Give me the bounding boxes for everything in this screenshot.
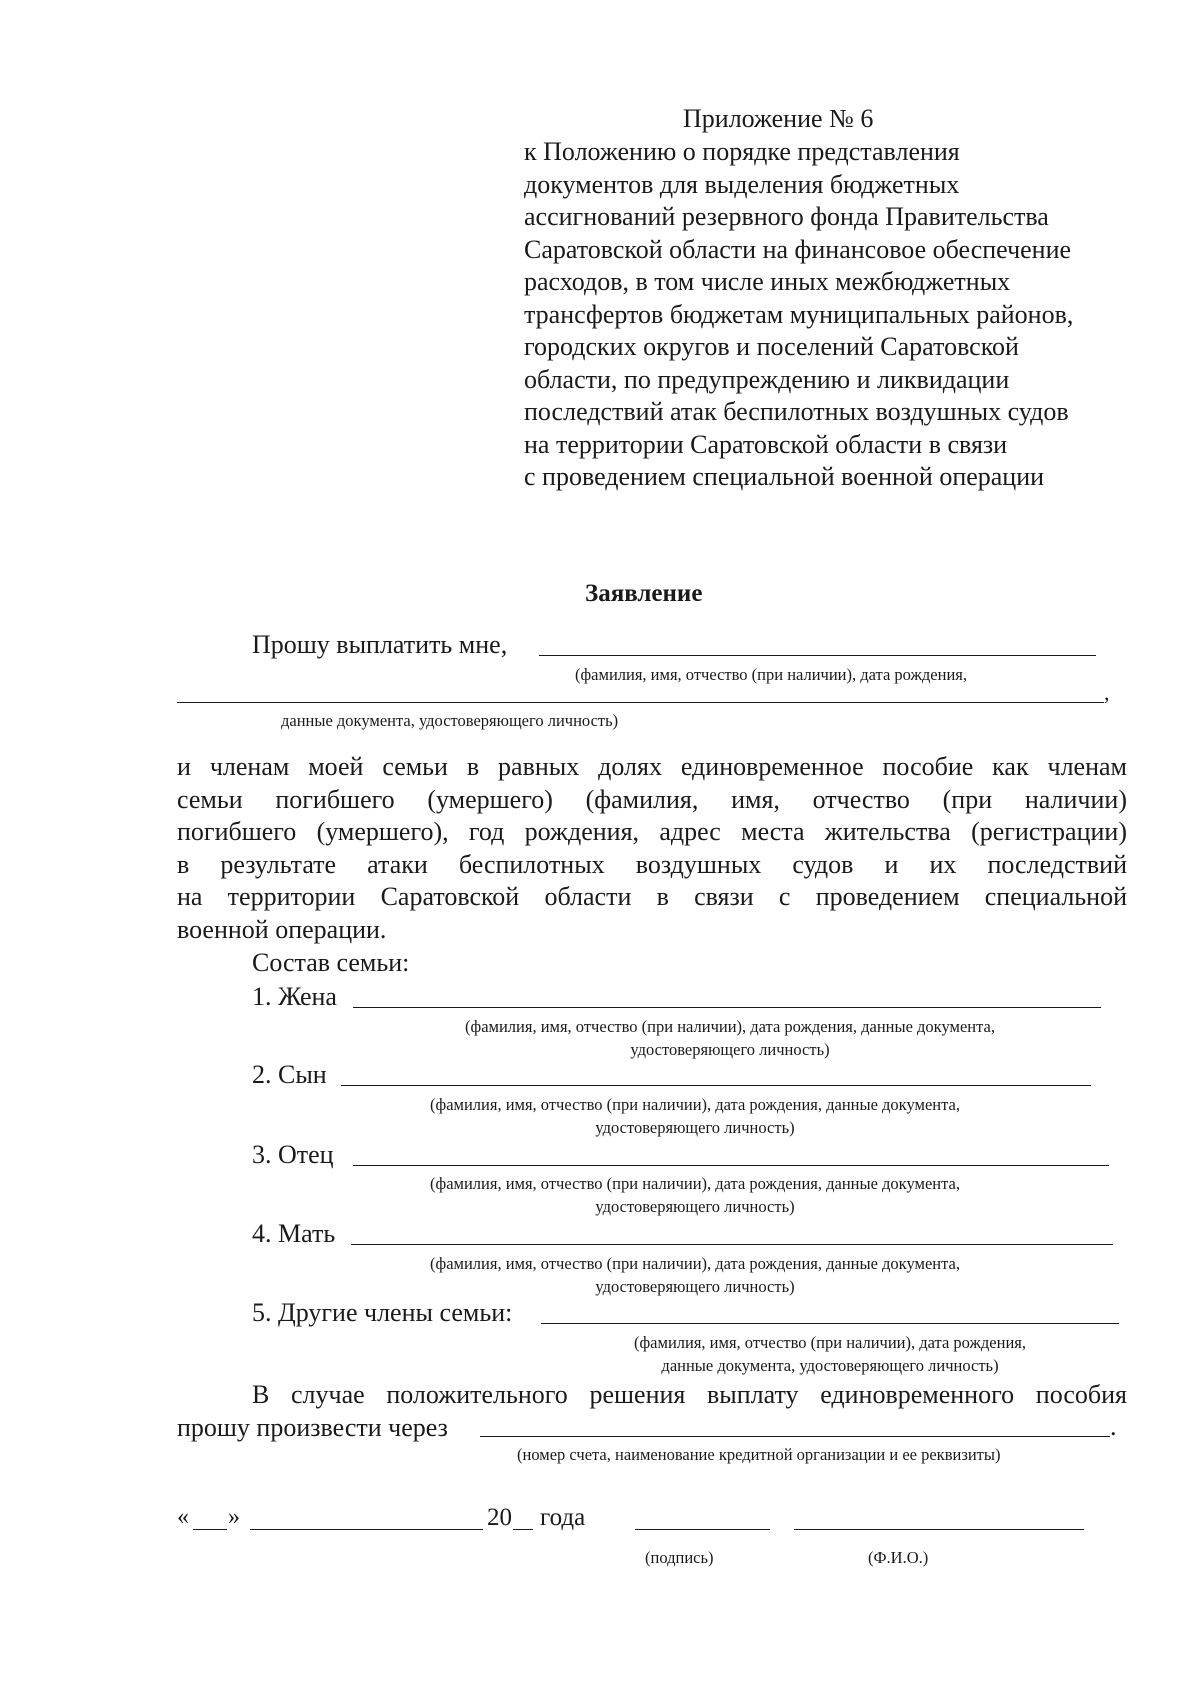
family-heading: Состав семьи:: [252, 948, 410, 977]
date-day-field[interactable]: [193, 1529, 227, 1530]
date-year-field[interactable]: [513, 1529, 533, 1530]
appendix-line: с проведением специальной военной операции: [524, 462, 1045, 491]
payment-line-lead: прошу произвести через: [177, 1412, 448, 1442]
date-quote-open: «: [177, 1504, 189, 1530]
son-info-caption: [355, 1093, 1035, 1139]
trailing-comma: ,: [1104, 680, 1110, 705]
appendix-line: расходов, в том числе иных межбюджетных: [524, 267, 1011, 296]
mother-info-caption: [355, 1252, 1035, 1298]
caption-line: удостоверяющего личность): [595, 1277, 795, 1296]
applicant-document-caption: данные документа, удостоверяющего личность): [281, 711, 619, 730]
appendix-line: ассигнований резервного фонда Правительства: [524, 202, 1049, 231]
family-member-label-wife: 1. Жена: [252, 982, 337, 1011]
appendix-line: городских округов и поселений Саратовской: [524, 332, 1019, 361]
caption-line: данные документа, удостоверяющего личность): [661, 1356, 999, 1375]
wife-info-field[interactable]: [353, 1007, 1101, 1008]
father-info-field[interactable]: [353, 1165, 1109, 1166]
appendix-line: области, по предупреждению и ликвидации: [524, 364, 1010, 394]
applicant-document-field[interactable]: [177, 702, 1104, 703]
family-member-label-mother: 4. Мать: [252, 1219, 336, 1248]
family-member-label-others: 5. Другие члены семьи:: [252, 1298, 513, 1327]
caption-line: (фамилия, имя, отчество (при наличии), дата рождения, данные документа,: [430, 1254, 960, 1273]
caption-line: (фамилия, имя, отчество (при наличии), дата рождения,: [634, 1333, 1026, 1352]
body-line: погибшего (умершего), год рождения, адрес места жительства (регистрации): [177, 817, 1127, 846]
document-title: Заявление: [585, 580, 703, 607]
caption-line: удостоверяющего личность): [595, 1197, 795, 1216]
appendix-line: к Положению о порядке представления: [524, 137, 960, 166]
appendix-line: последствий атак беспилотных воздушных судов: [524, 397, 1069, 426]
body-line: и членам моей семьи в равных долях единовременное пособие как членам: [177, 752, 1127, 781]
year-prefix: 20: [487, 1504, 512, 1531]
appendix-reference: [524, 136, 1073, 494]
family-member-label-son: 2. Сын: [252, 1060, 327, 1089]
other-members-field[interactable]: [541, 1323, 1119, 1324]
wife-info-caption: [390, 1015, 1070, 1061]
appendix-line: трансфертов бюджетам муниципальных районов,: [524, 299, 1074, 329]
applicant-name-field[interactable]: [539, 655, 1096, 656]
signature-caption: (подпись): [645, 1548, 714, 1567]
request-body-paragraph: [177, 751, 1127, 946]
family-member-label-father: 3. Отец: [252, 1140, 334, 1169]
signature-field[interactable]: [635, 1529, 770, 1530]
caption-line: удостоверяющего личность): [630, 1040, 830, 1059]
year-suffix: года: [540, 1504, 586, 1531]
other-members-caption: [570, 1331, 1090, 1377]
body-line: военной операции.: [177, 914, 387, 944]
body-line: на территории Саратовской области в связи с проведением специальной: [177, 882, 1127, 911]
payment-period: .: [1110, 1412, 1117, 1441]
caption-line: (фамилия, имя, отчество (при наличии), дата рождения, данные документа,: [430, 1174, 960, 1193]
date-quote-close: »: [228, 1504, 240, 1530]
appendix-line: на территории Саратовской области в связи: [524, 429, 1008, 459]
bank-details-field[interactable]: [480, 1436, 1110, 1437]
body-line: семьи погибшего (умершего) (фамилия, имя, отчество (при наличии): [177, 784, 1127, 814]
caption-line: (фамилия, имя, отчество (при наличии), дата рождения, данные документа,: [465, 1017, 995, 1036]
full-name-caption: (Ф.И.О.): [868, 1548, 929, 1567]
date-month-field[interactable]: [250, 1529, 483, 1530]
appendix-title: Приложение № 6: [683, 104, 874, 133]
full-name-field[interactable]: [794, 1529, 1084, 1530]
caption-line: удостоверяющего личность): [595, 1118, 795, 1137]
payment-paragraph: [177, 1379, 1127, 1444]
request-lead: Прошу выплатить мне,: [252, 630, 508, 659]
applicant-name-caption: (фамилия, имя, отчество (при наличии), дата рождения,: [575, 665, 967, 684]
appendix-line: документов для выделения бюджетных: [524, 169, 960, 199]
appendix-line: Саратовской области на финансовое обеспечение: [524, 234, 1072, 264]
mother-info-field[interactable]: [351, 1244, 1113, 1245]
caption-line: (фамилия, имя, отчество (при наличии), дата рождения, данные документа,: [430, 1095, 960, 1114]
father-info-caption: [355, 1172, 1035, 1218]
bank-details-caption: (номер счета, наименование кредитной организации и ее реквизиты): [517, 1445, 1001, 1464]
payment-line: В случае положительного решения выплату единовременного пособия: [252, 1380, 1127, 1409]
body-line: в результате атаки беспилотных воздушных судов и их последствий: [177, 849, 1127, 879]
son-info-field[interactable]: [341, 1085, 1091, 1086]
